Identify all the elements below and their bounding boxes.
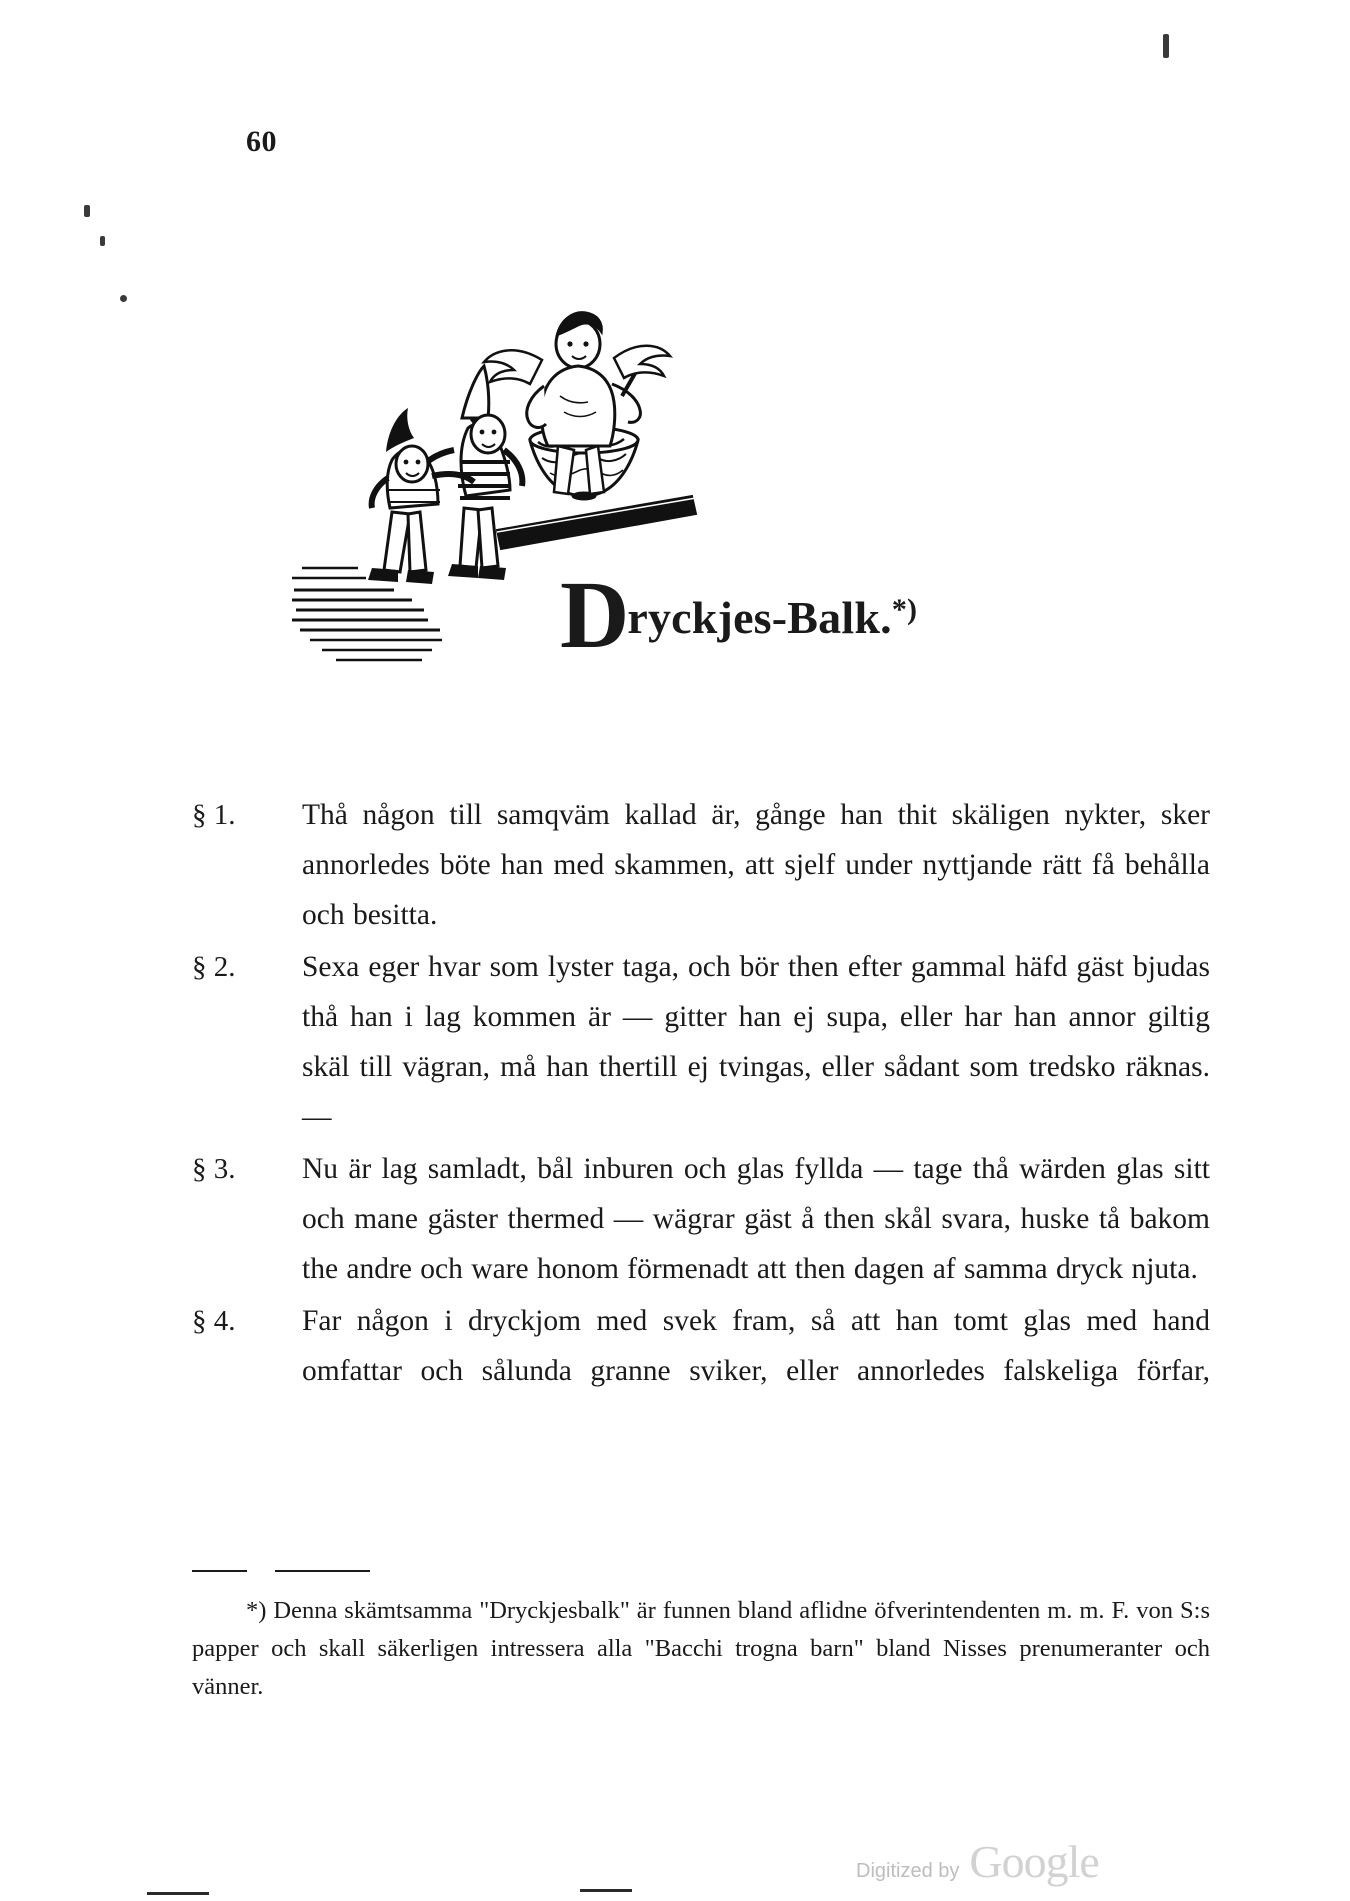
section-paragraph bbox=[192, 790, 1210, 940]
section-text: Sexa eger hvar som lyster taga, och bör then efter gammal häfd gäst bjudas thå han i lag kommen är — gitter han ej supa, eller har han annor giltig skäl till vägran, må han thertill ej tvingas, eller sådant som tredsko räknas. — bbox=[302, 951, 1210, 1133]
heading-rest: ryckjes-Balk. bbox=[627, 592, 892, 643]
section-text: Nu är lag samladt, bål inburen och glas fyllda — tage thå wärden glas sitt och mane gäster thermed — wägrar gäst å then skål svara, huske tå bakom the andre och ware honom förmenadt att then dagen af samma dryck njuta. bbox=[302, 1153, 1210, 1285]
section-paragraph bbox=[192, 1144, 1210, 1294]
section-marker: § 1. bbox=[192, 799, 236, 831]
body-text bbox=[192, 790, 1210, 1398]
scan-speck bbox=[84, 205, 90, 217]
footnote-text: *) Denna skämtsamma "Dryckjesbalk" är funnen bland aflidne öfverintendenten m. m. F. von S:s papper och skall säkerligen intressera alla "Bacchi trogna barn" bland Nisses prenumeranter och vänner. bbox=[192, 1597, 1210, 1700]
page-number: 60 bbox=[246, 125, 277, 158]
section-text: Far någon i dryckjom med svek fram, så att han tomt glas med hand omfattar och sålunda granne sviker, eller annorledes falskeliga förfar, bbox=[302, 1305, 1210, 1387]
footnote-rule-gap bbox=[247, 1570, 275, 1574]
section-paragraph bbox=[192, 1296, 1210, 1396]
scan-edge-mark bbox=[147, 1892, 209, 1895]
scan-speck bbox=[120, 295, 127, 302]
watermark-brand: Google bbox=[969, 1836, 1099, 1887]
footnote-rule bbox=[192, 1570, 370, 1572]
footnote-marker: *) bbox=[891, 593, 918, 626]
drop-cap: D bbox=[560, 561, 628, 668]
section-marker: § 4. bbox=[192, 1305, 236, 1337]
chapter-heading bbox=[560, 561, 918, 668]
chapter-illustration bbox=[292, 300, 812, 720]
watermark-digitized-label: Digitized by bbox=[856, 1860, 960, 1882]
section-marker: § 2. bbox=[192, 951, 236, 983]
scan-speck bbox=[1163, 34, 1169, 58]
scan-edge-mark bbox=[580, 1889, 632, 1892]
section-marker: § 3. bbox=[192, 1153, 236, 1185]
section-text: Thå någon till samqväm kallad är, gånge han thit skäligen nykter, sker annorledes böte han med skammen, att sjelf under nyttjande rätt få behålla och besitta. bbox=[302, 799, 1210, 931]
google-watermark bbox=[856, 1835, 1099, 1888]
section-paragraph bbox=[192, 942, 1210, 1142]
scan-speck bbox=[100, 236, 105, 246]
